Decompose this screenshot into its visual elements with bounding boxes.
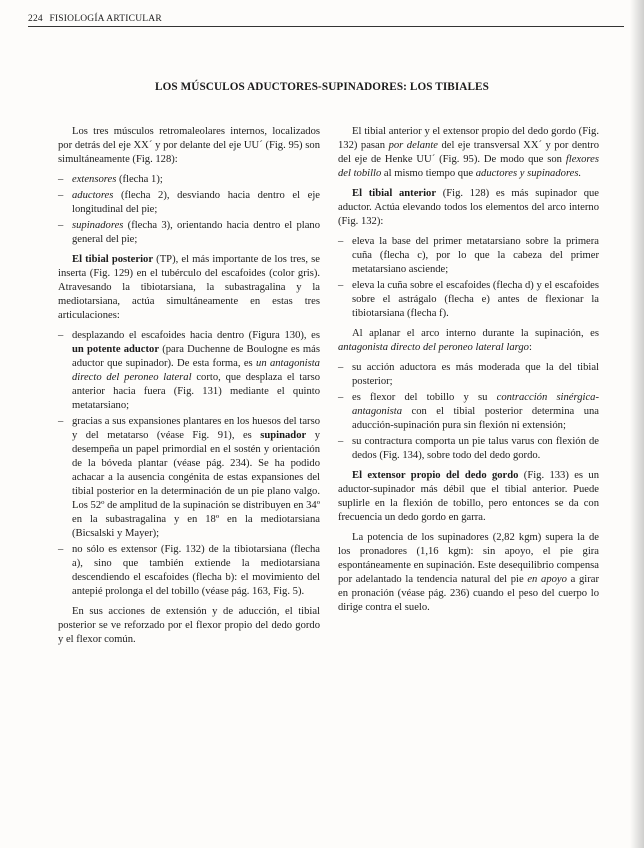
list-item: – supinadores (flecha 3), orientando hacia dentro el plano general del pie; xyxy=(58,219,320,247)
page-title: LOS MÚSCULOS ADUCTORES-SUPINADORES: LOS TIBIALES xyxy=(155,81,489,93)
list-item: – no sólo es extensor (Fig. 132) de la tibiotarsiana (flecha a), sino que también extiende la mediotarsiana descendiendo el escafoides (flecha b): el movimiento del antepié prolonga el del tobillo (véase pág. 163, Fig. 5). xyxy=(58,543,320,599)
arch-list xyxy=(338,235,599,321)
supinator-power-paragraph: La potencia de los supinadores (2,82 kgm) supera la de los pronadores (1,16 kgm): sin apoyo, el pie gira espontáneamente en supinación. Este desequilibrio compensa por adelantado la tendencia natural del pie en apoyo a girar en pronación (véase pág. 236) cuando el peso del cuerpo lo dirige contra el suelo. xyxy=(338,532,599,613)
section-title: FISIOLOGÍA ARTICULAR xyxy=(49,14,162,24)
list-item: – aductores (flecha 2), desviando hacia dentro el eje longitudinal del pie; xyxy=(58,189,320,217)
list-item: – su acción aductora es más moderada que la del tibial posterior; xyxy=(338,361,599,389)
heading-tibial-anterior: El tibial anterior xyxy=(352,188,437,199)
list-item: – desplazando el escafoides hacia dentro (Figura 130), es un potente aductor (para Duchenne de Boulogne es más aductor que supinador). De esta forma, es un antagonista directo del peroneo lateral corto, que desplaza el tarso anterior hacia fuera (Fig. 131) mediante el quinto metatarsiano; xyxy=(58,329,320,413)
tibial-anterior-paragraph: El tibial anterior (Fig. 128) es más supinador que aductor. Actúa elevando todos los elementos del arco interno (Fig. 132): xyxy=(338,188,599,227)
supination-paragraph: Al aplanar el arco interno durante la supinación, es antagonista directo del peroneo lateral largo: xyxy=(338,328,599,353)
right-column xyxy=(338,125,599,621)
action-list xyxy=(58,173,320,247)
list-item: – es flexor del tobillo y su contracción sinérgica-antagonista con el tibial posterior determina una aducción-supinación pura sin flexión ni extensión; xyxy=(338,391,599,433)
list-item: – gracias a sus expansiones plantares en los huesos del tarso y del metatarso (véase Fig. 91), es supinador y desempeña un papel primordial en el sostén y orientación de la bóveda plantar (véase pág. 234). Se ha podido achacar a la ausencia congénita de estas expansiones del tibial posterior en la determinación de un pie plano valgo. Los 52º de amplitud de la supinación se distribuyen en 34º en la subastragalina y en 18º en la mediotarsiana (Bicsalski y Mayer); xyxy=(58,415,320,541)
page-number: 224 xyxy=(28,14,43,24)
running-head xyxy=(28,14,624,27)
antagonist-list xyxy=(338,361,599,463)
left-column xyxy=(58,125,320,653)
list-item: – su contractura comporta un pie talus varus con flexión de dedos (Fig. 134), sobre todo del dedo gordo. xyxy=(338,435,599,463)
heading-extensor: El extensor propio del dedo gordo xyxy=(352,470,519,481)
intro-paragraph: Los tres músculos retromaleolares internos, localizados por detrás del eje XX´ y por delante del eje UU´ (Fig. 95) son simultáneamente (Fig. 128): xyxy=(58,126,320,165)
tibial-posterior-paragraph: El tibial posterior (TP), el más importante de los tres, se inserta (Fig. 129) en el tubérculo del escafoides (color gris). Atravesando la tibiotarsiana, la subastragalina y la mediotarsiana, actúa simultáneamente en estas tres articulaciones: xyxy=(58,254,320,321)
closing-paragraph: En sus acciones de extensión y de aducción, el tibial posterior se ve reforzado por el flexor propio del dedo gordo y el flexor común. xyxy=(58,606,320,645)
tibial-anterior-intro: El tibial anterior y el extensor propio del dedo gordo (Fig. 132) pasan por delante del eje transversal XX´ y por dentro del eje de Henke UU´ (Fig. 95). De modo que son flexores del tobillo al mismo tiempo que aductores y supinadores. xyxy=(338,126,600,179)
list-item: – extensores (flecha 1); xyxy=(58,173,320,187)
extensor-paragraph: El extensor propio del dedo gordo (Fig. 133) es un aductor-supinador más débil que el tibial anterior. Puede suplirle en la flexión de tobillo, pero entonces se da con frecuencia un dedo gordo en garra. xyxy=(338,470,599,523)
page-edge-shadow xyxy=(630,0,644,848)
tibial-posterior-list xyxy=(58,329,320,599)
list-item: – eleva la cuña sobre el escafoides (flecha d) y el escafoides sobre el astrágalo (flecha e) antes de flexionar la tibiotarsiana (flecha f). xyxy=(338,279,599,321)
heading-tibial-posterior: El tibial posterior xyxy=(72,254,154,265)
list-item: – eleva la base del primer metatarsiano sobre la primera cuña (flecha c), por lo que la cabeza del primer metatarsiano asciende; xyxy=(338,235,599,277)
